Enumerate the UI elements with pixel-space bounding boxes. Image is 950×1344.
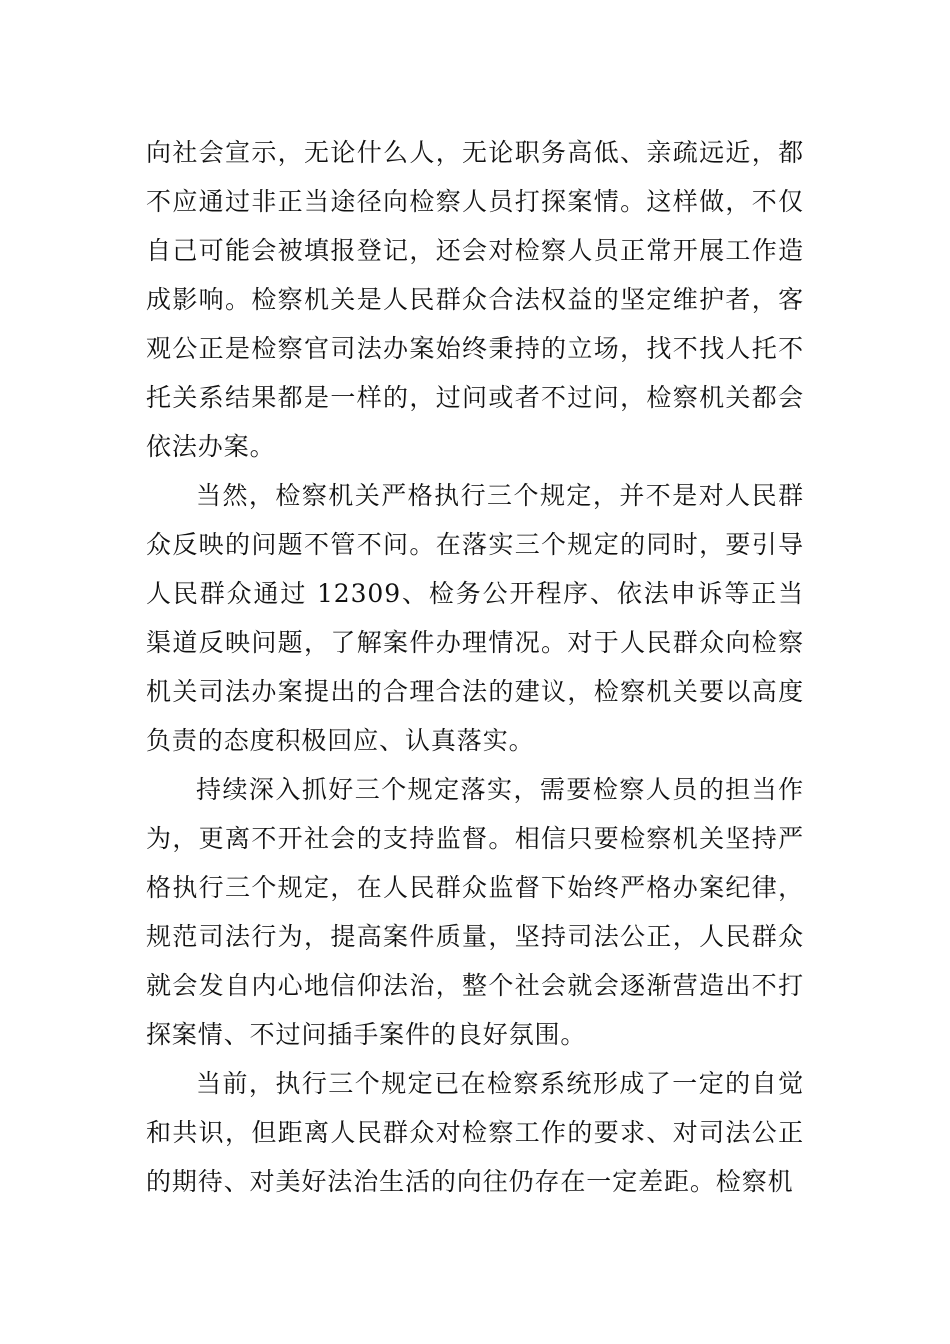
document-body [146, 128, 804, 1206]
paragraph-1: 向社会宣示，无论什么人，无论职务高低、亲疏远近，都不应通过非正当途径向检察人员打探案情。这样做，不仅自己可能会被填报登记，还会对检察人员正常开展工作造成影响。检察机关是人民群众合法权益的坚定维护者，客观公正是检察官司法办案始终秉持的立场，找不找人托不托关系结果都是一样的，过问或者不过问，检察机关都会依法办案。 [146, 138, 804, 461]
paragraph-4: 当前，执行三个规定已在检察系统形成了一定的自觉和共识，但距离人民群众对检察工作的要求、对司法公正的期待、对美好法治生活的向往仍存在一定差距。检察机 [146, 1069, 804, 1196]
paragraph-2: 当然，检察机关严格执行三个规定，并不是对人民群众反映的问题不管不问。在落实三个规定的同时，要引导人民群众通过 12309、检务公开程序、依法申诉等正当渠道反映问题，了解案件办理情况。对于人民群众向检察机关司法办案提出的合理合法的建议，检察机关要以高度负责的态度积极回应、认真落实。 [146, 481, 804, 755]
paragraph-3: 持续深入抓好三个规定落实，需要检察人员的担当作为，更离不开社会的支持监督。相信只要检察机关坚持严格执行三个规定，在人民群众监督下始终严格办案纪律，规范司法行为，提高案件质量，坚持司法公正，人民群众就会发自内心地信仰法治，整个社会就会逐渐营造出不打探案情、不过问插手案件的良好氛围。 [146, 775, 804, 1049]
